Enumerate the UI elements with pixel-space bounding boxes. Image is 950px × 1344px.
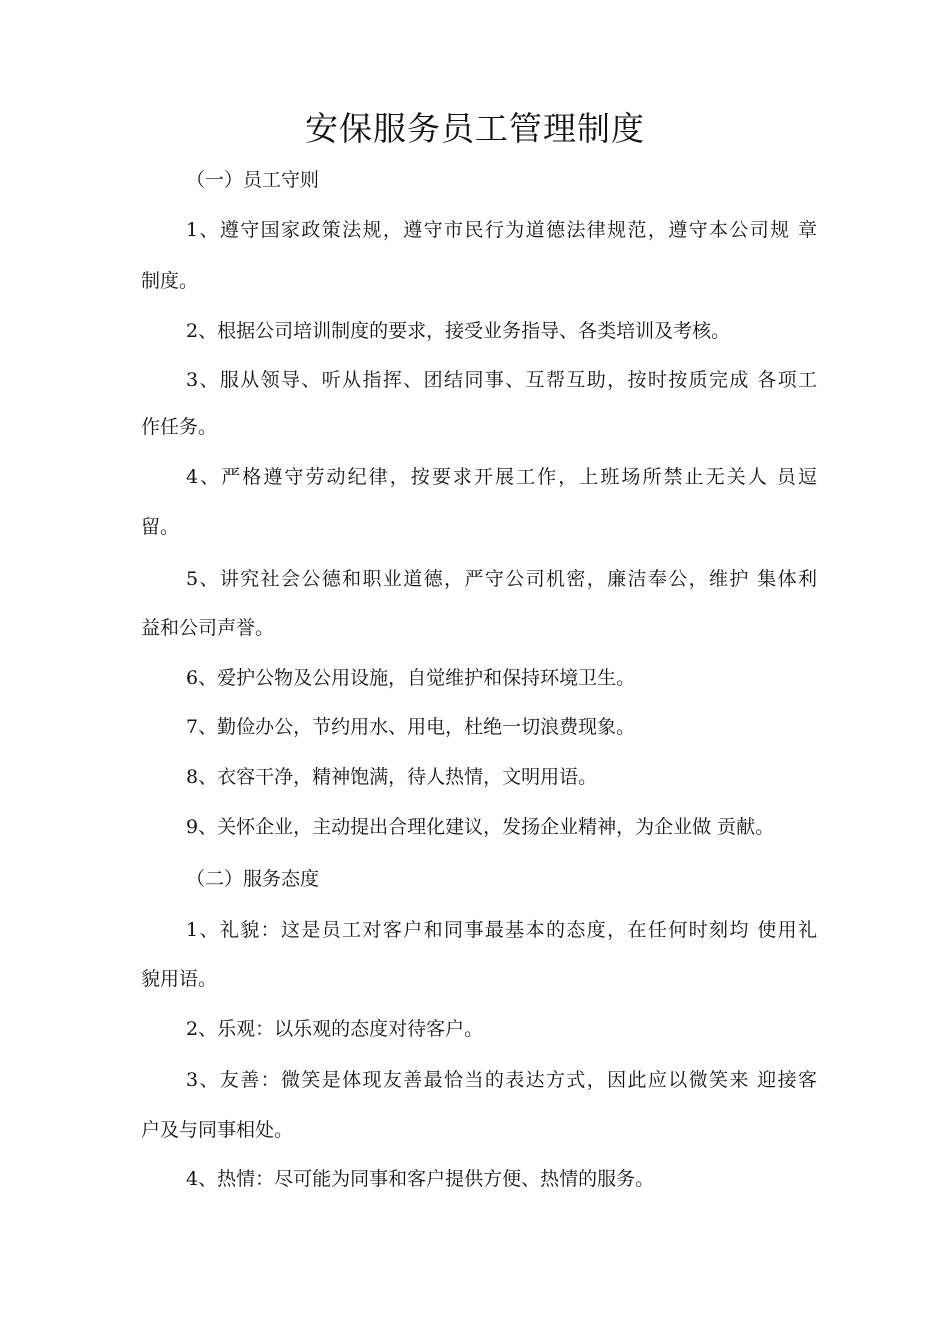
paragraph-line: 6、爱护公物及公用设施，自觉维护和保持环境卫生。 [186, 667, 636, 689]
paragraph-line: 户及与同事相处。 [141, 1119, 294, 1141]
paragraph-line: 8、衣容干净，精神饱满，待人热情，文明用语。 [186, 766, 598, 788]
paragraph-line: 貌用语。 [141, 968, 218, 990]
paragraph-line: 制度。 [141, 270, 199, 292]
section-heading: （二）服务态度 [186, 868, 320, 890]
paragraph-line: 3、服从领导、听从指挥、团结同事、互帮互助，按时按质完成 各项工 [186, 369, 817, 391]
paragraph-line: 作任务。 [141, 416, 218, 438]
document-title: 安保服务员工管理制度 [305, 109, 645, 148]
paragraph-line: 2、乐观：以乐观的态度对待客户。 [186, 1018, 484, 1040]
paragraph-line: 1、礼貌：这是员工对客户和同事最基本的态度，在任何时刻均 使用礼 [186, 919, 817, 941]
paragraph-line: 留。 [141, 516, 180, 538]
section-heading: （一）员工守则 [186, 169, 320, 191]
paragraph-line: 9、关怀企业，主动提出合理化建议，发扬企业精神，为企业做 贡献。 [186, 816, 775, 838]
paragraph-line: 4、严格遵守劳动纪律，按要求开展工作，上班场所禁止无关人 员逗 [186, 466, 817, 488]
paragraph-line: 5、讲究社会公德和职业道德，严守公司机密，廉洁奉公，维护 集体利 [186, 568, 817, 590]
paragraph-line: 1、遵守国家政策法规，遵守市民行为道德法律规范，遵守本公司规 章 [186, 219, 817, 241]
paragraph-line: 3、友善：微笑是体现友善最恰当的表达方式，因此应以微笑来 迎接客 [186, 1069, 817, 1091]
paragraph-line: 2、根据公司培训制度的要求，接受业务指导、各类培训及考核。 [186, 320, 731, 342]
paragraph-line: 7、勤俭办公，节约用水、用电，杜绝一切浪费现象。 [186, 716, 636, 738]
paragraph-line: 4、热情：尽可能为同事和客户提供方便、热情的服务。 [186, 1168, 655, 1190]
paragraph-line: 益和公司声誉。 [141, 617, 275, 639]
